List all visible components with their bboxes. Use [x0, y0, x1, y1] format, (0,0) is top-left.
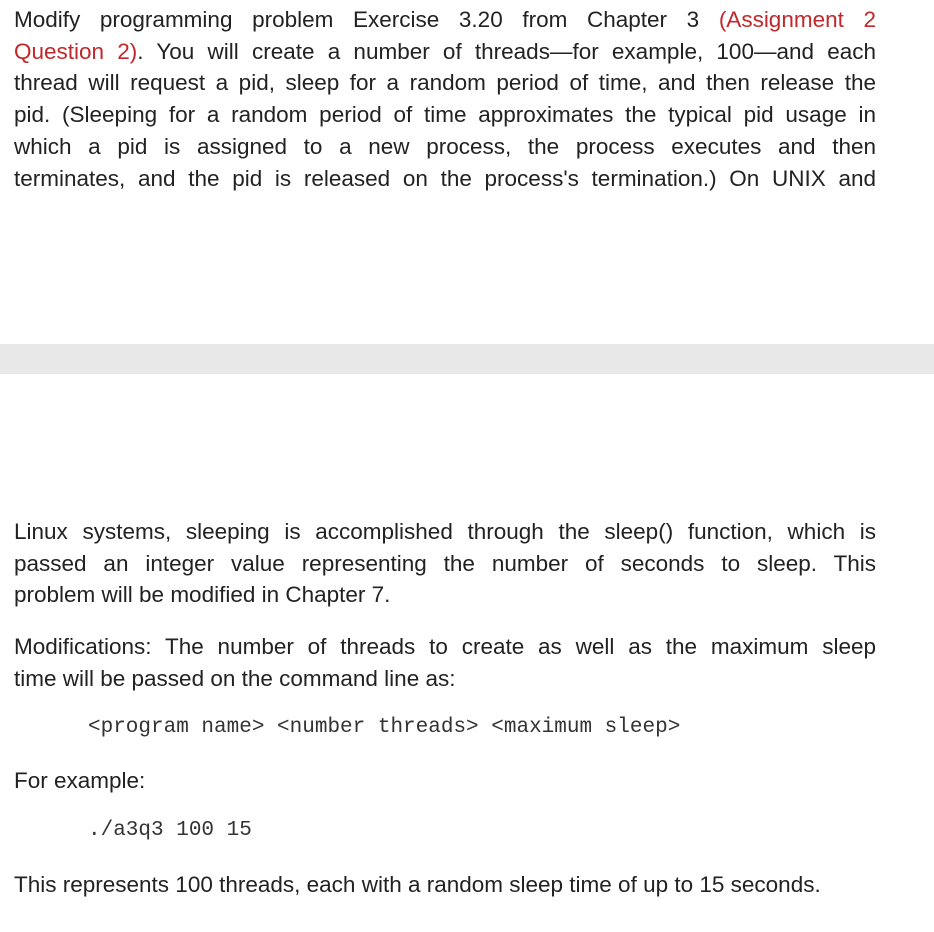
- line-text: Modify programming problem Exercise 3.20 from Chapter 3: [14, 7, 719, 32]
- line-text: . You will create a number of threads—for example, 100—and each: [137, 38, 876, 64]
- paragraph-line: terminates, and the pid is released on the process's termination.) On UNIX and: [14, 165, 876, 191]
- usage-code-line: <program name> <number threads> <maximum sleep>: [88, 716, 681, 739]
- paragraph-line: passed an integer value representing the number of seconds to sleep. This: [14, 550, 876, 576]
- problem-statement-paragraph: [14, 4, 876, 194]
- modifications-paragraph: [14, 631, 876, 694]
- paragraph-line: which a pid is assigned to a new process, the process executes and then: [14, 133, 876, 159]
- paragraph-line: pid. (Sleeping for a random period of time approximates the typical pid usage in: [14, 102, 876, 128]
- page-break-divider: [0, 344, 934, 374]
- paragraph-line: time will be passed on the command line as:: [14, 665, 456, 691]
- paragraph-line: Modifications: The number of threads to create as well as the maximum sleep: [14, 634, 876, 659]
- example-code-line: ./a3q3 100 15: [88, 819, 252, 842]
- summary-paragraph: [14, 869, 876, 901]
- paragraph-line: thread will request a pid, sleep for a random period of time, and then release the: [14, 70, 876, 96]
- paragraph-line: Linux systems, sleeping is accomplished through the sleep() function, which is: [14, 519, 876, 544]
- example-label: [14, 765, 876, 797]
- assignment-reference-link[interactable]: (Assignment 2: [718, 7, 877, 32]
- paragraph-line: problem will be modified in Chapter 7.: [14, 582, 391, 608]
- paragraph-line: [14, 36, 876, 68]
- sleep-function-paragraph: [14, 516, 876, 611]
- paragraph-line: [14, 4, 876, 36]
- question-reference-link[interactable]: Question 2): [14, 38, 138, 64]
- paragraph-line: For example:: [14, 768, 146, 793]
- paragraph-line: This represents 100 threads, each with a random sleep time of up to 15 seconds.: [14, 872, 821, 897]
